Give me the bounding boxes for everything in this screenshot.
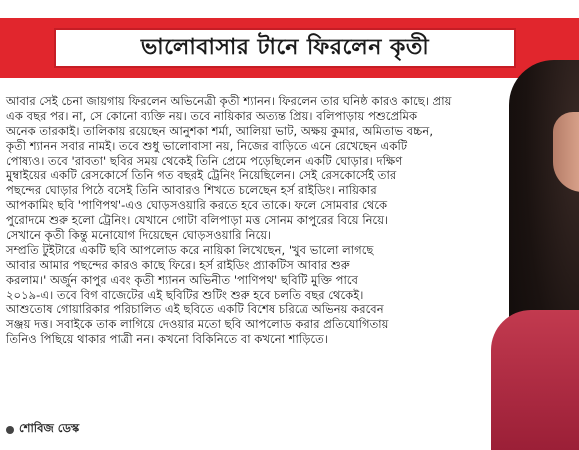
- article-line: সেখানে কৃতী কিন্তু মনোযোগ দিয়েছেন ঘোড়সওয়ারি নিয়ে।: [6, 228, 272, 243]
- article-line: তিনিও পিছিয়ে থাকার পাত্রী নন। কখনো বিকিনিতে বা কখনো শাড়িতে।: [6, 332, 329, 347]
- article-line: আশুতোষ গোয়ারিকার পরিচালিত এই ছবিতে একটি বিশেষ চরিত্রে অভিনয় করবেন: [6, 302, 384, 317]
- byline-text: শোবিজ ডেস্ক: [19, 421, 80, 435]
- article-line: পুরোদমে শুরু হলো ট্রেনিং। যেখানে গোটা বলিপাড়া মত্ত সোনম কাপুরের বিয়ে নিয়ে।: [6, 213, 389, 228]
- byline: [6, 420, 79, 439]
- article-line: মুম্বাইয়ের একটি রেসকোর্সে তিনি গত বছরই ট্রেনিং নিয়েছিলেন। সেই রেসকোর্সেই তার: [6, 168, 397, 183]
- article-line: সঞ্জয় দত্ত। সবাইকে তাক লাগিয়ে দেওয়ার মতো ছবি আপলোড করার প্রতিযোগিতায়: [6, 317, 389, 332]
- article-line: পছন্দের ঘোড়ার পিঠে বসেই তিনি আবারও শিখতে চলেছেন হর্স রাইডিং। নায়িকার: [6, 183, 377, 198]
- dress-shape: [491, 310, 579, 450]
- article-line: সম্প্রতি টুইটারে একটি ছবি আপলোড করে নায়িকা লিখেছেন, 'খুব ভালো লাগছে: [6, 242, 374, 257]
- actress-photo: [491, 60, 579, 450]
- article-body: [6, 94, 494, 347]
- article-line: ২০১৯-এ। তবে বিগ বাজেটের এই ছবিটির শুটিং শুরু হবে চলতি বছর থেকেই।: [6, 287, 364, 302]
- article-line: পোষ্যও। তবে 'রাবতা' ছবির সময় থেকেই তিনি প্রেমে পড়েছিলেন একটি ঘোড়ার। দক্ষিণ: [6, 153, 403, 168]
- article-line: আবার আমার পছন্দের কারও কাছে ফিরে। হর্স রাইডিং প্র্যাকটিস আবার শুরু: [6, 257, 350, 272]
- article-line: অনেক তারকাই। তালিকায় রয়েছেন আনুশকা শর্মা, আলিয়া ভাট, অক্ষয় কুমার, অমিতাভ বচ্চন,: [6, 123, 434, 138]
- bullet-icon: [6, 426, 14, 434]
- article-line: আপকামিং ছবি 'পাণিপথ'-এও ঘোড়সওয়ারি করতে হবে তাকে। ফলে সোমবার থেকে: [6, 198, 388, 213]
- headline: ভালোবাসার টানে ফিরলেন কৃতী: [140, 34, 430, 60]
- headline-box: [54, 28, 516, 68]
- article-line: কৃতী শ্যানন সবার নামই। তবে শুধু ভালোবাসা নয়, নিজের বাড়িতে এনে রেখেছেন একটি: [6, 138, 408, 153]
- article-line: এক বছর পর। না, সে কোনো ব্যক্তি নয়। তবে নায়িকার অত্যন্ত প্রিয়। বলিপাড়ায় পশুপ্রেমিক: [6, 108, 418, 123]
- article-line: আবার সেই চেনা জায়গায় ফিরলেন অভিনেত্রী কৃতী শ্যানন। ফিরলেন তার ঘনিষ্ঠ কারও কাছে। প্রায়: [6, 94, 452, 108]
- article-line: করলাম।' অর্জুন কাপুর এবং কৃতী শ্যানন অভিনীত 'পাণিপথ' ছবিটি মুক্তি পাবে: [6, 272, 359, 287]
